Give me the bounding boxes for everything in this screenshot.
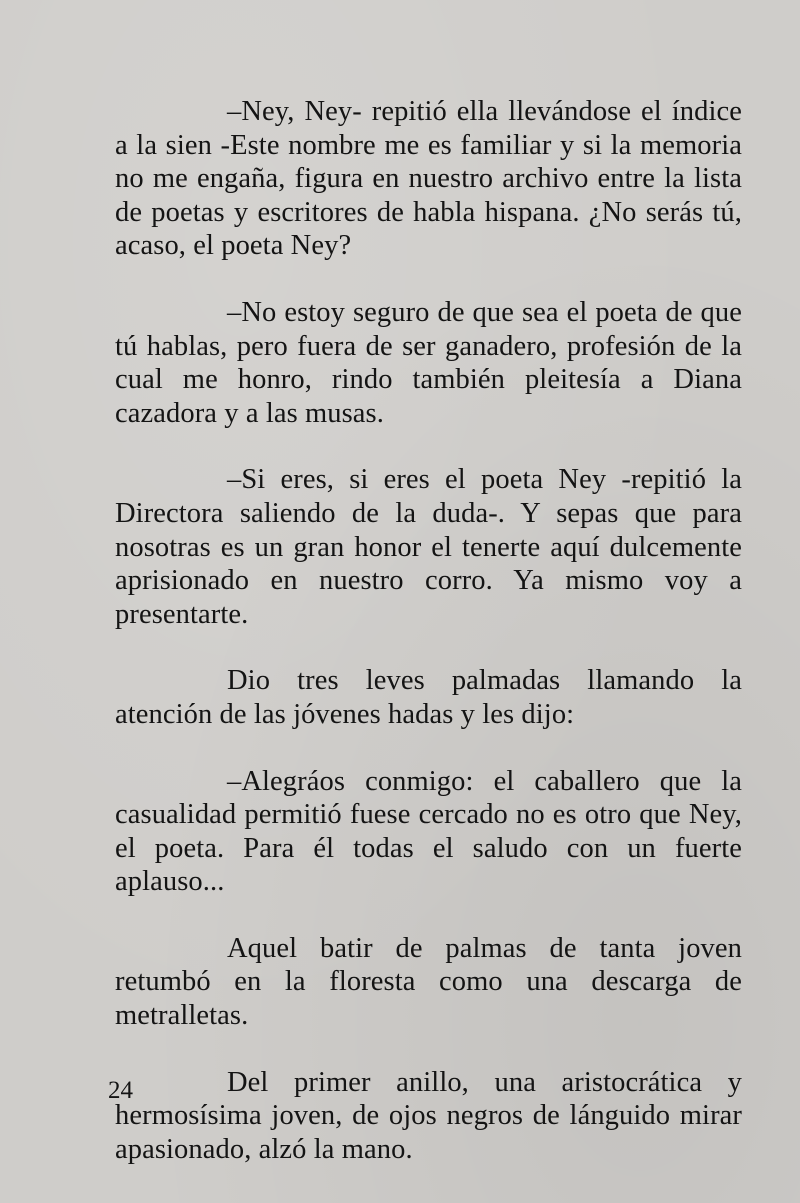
paragraph-2: –No estoy seguro de que sea el poeta de que tú hablas, pero fuera de ser ganadero, profesión de la cual me honro, rindo también pleitesía a Diana cazadora y a las musas.	[115, 296, 742, 429]
paragraph-3: –Si eres, si eres el poeta Ney -repitió la Directora saliendo de la duda-. Y sepas que para nosotras es un gran honor el tenerte aquí dulcemente aprisionado en nuestro corro. Ya mismo voy a presentarte.	[115, 464, 742, 630]
paragraph-5: –Alegráos conmigo: el caballero que la casualidad permitió fuese cercado no es otro que Ney, el poeta. Para él todas el saludo con un fuerte aplauso...	[115, 765, 742, 898]
page-number: 24	[108, 1077, 133, 1104]
paragraph-4: Dio tres leves palmadas llamando la atención de las jóvenes hadas y les dijo:	[115, 665, 742, 730]
paragraph-7: Del primer anillo, una aristocrática y hermosísima joven, de ojos negros de lánguido mirar apasionado, alzó la mano.	[115, 1066, 742, 1165]
paragraph-1: –Ney, Ney- repitió ella llevándose el índice a la sien -Este nombre me es familiar y si la memoria no me engaña, figura en nuestro archivo entre la lista de poetas y escritores de habla hispana. ¿No serás tú, acaso, el poeta Ney?	[115, 96, 742, 262]
body-text	[115, 95, 742, 1199]
paragraph-6: Aquel batir de palmas de tanta joven retumbó en la floresta como una descarga de metralletas.	[115, 932, 742, 1032]
